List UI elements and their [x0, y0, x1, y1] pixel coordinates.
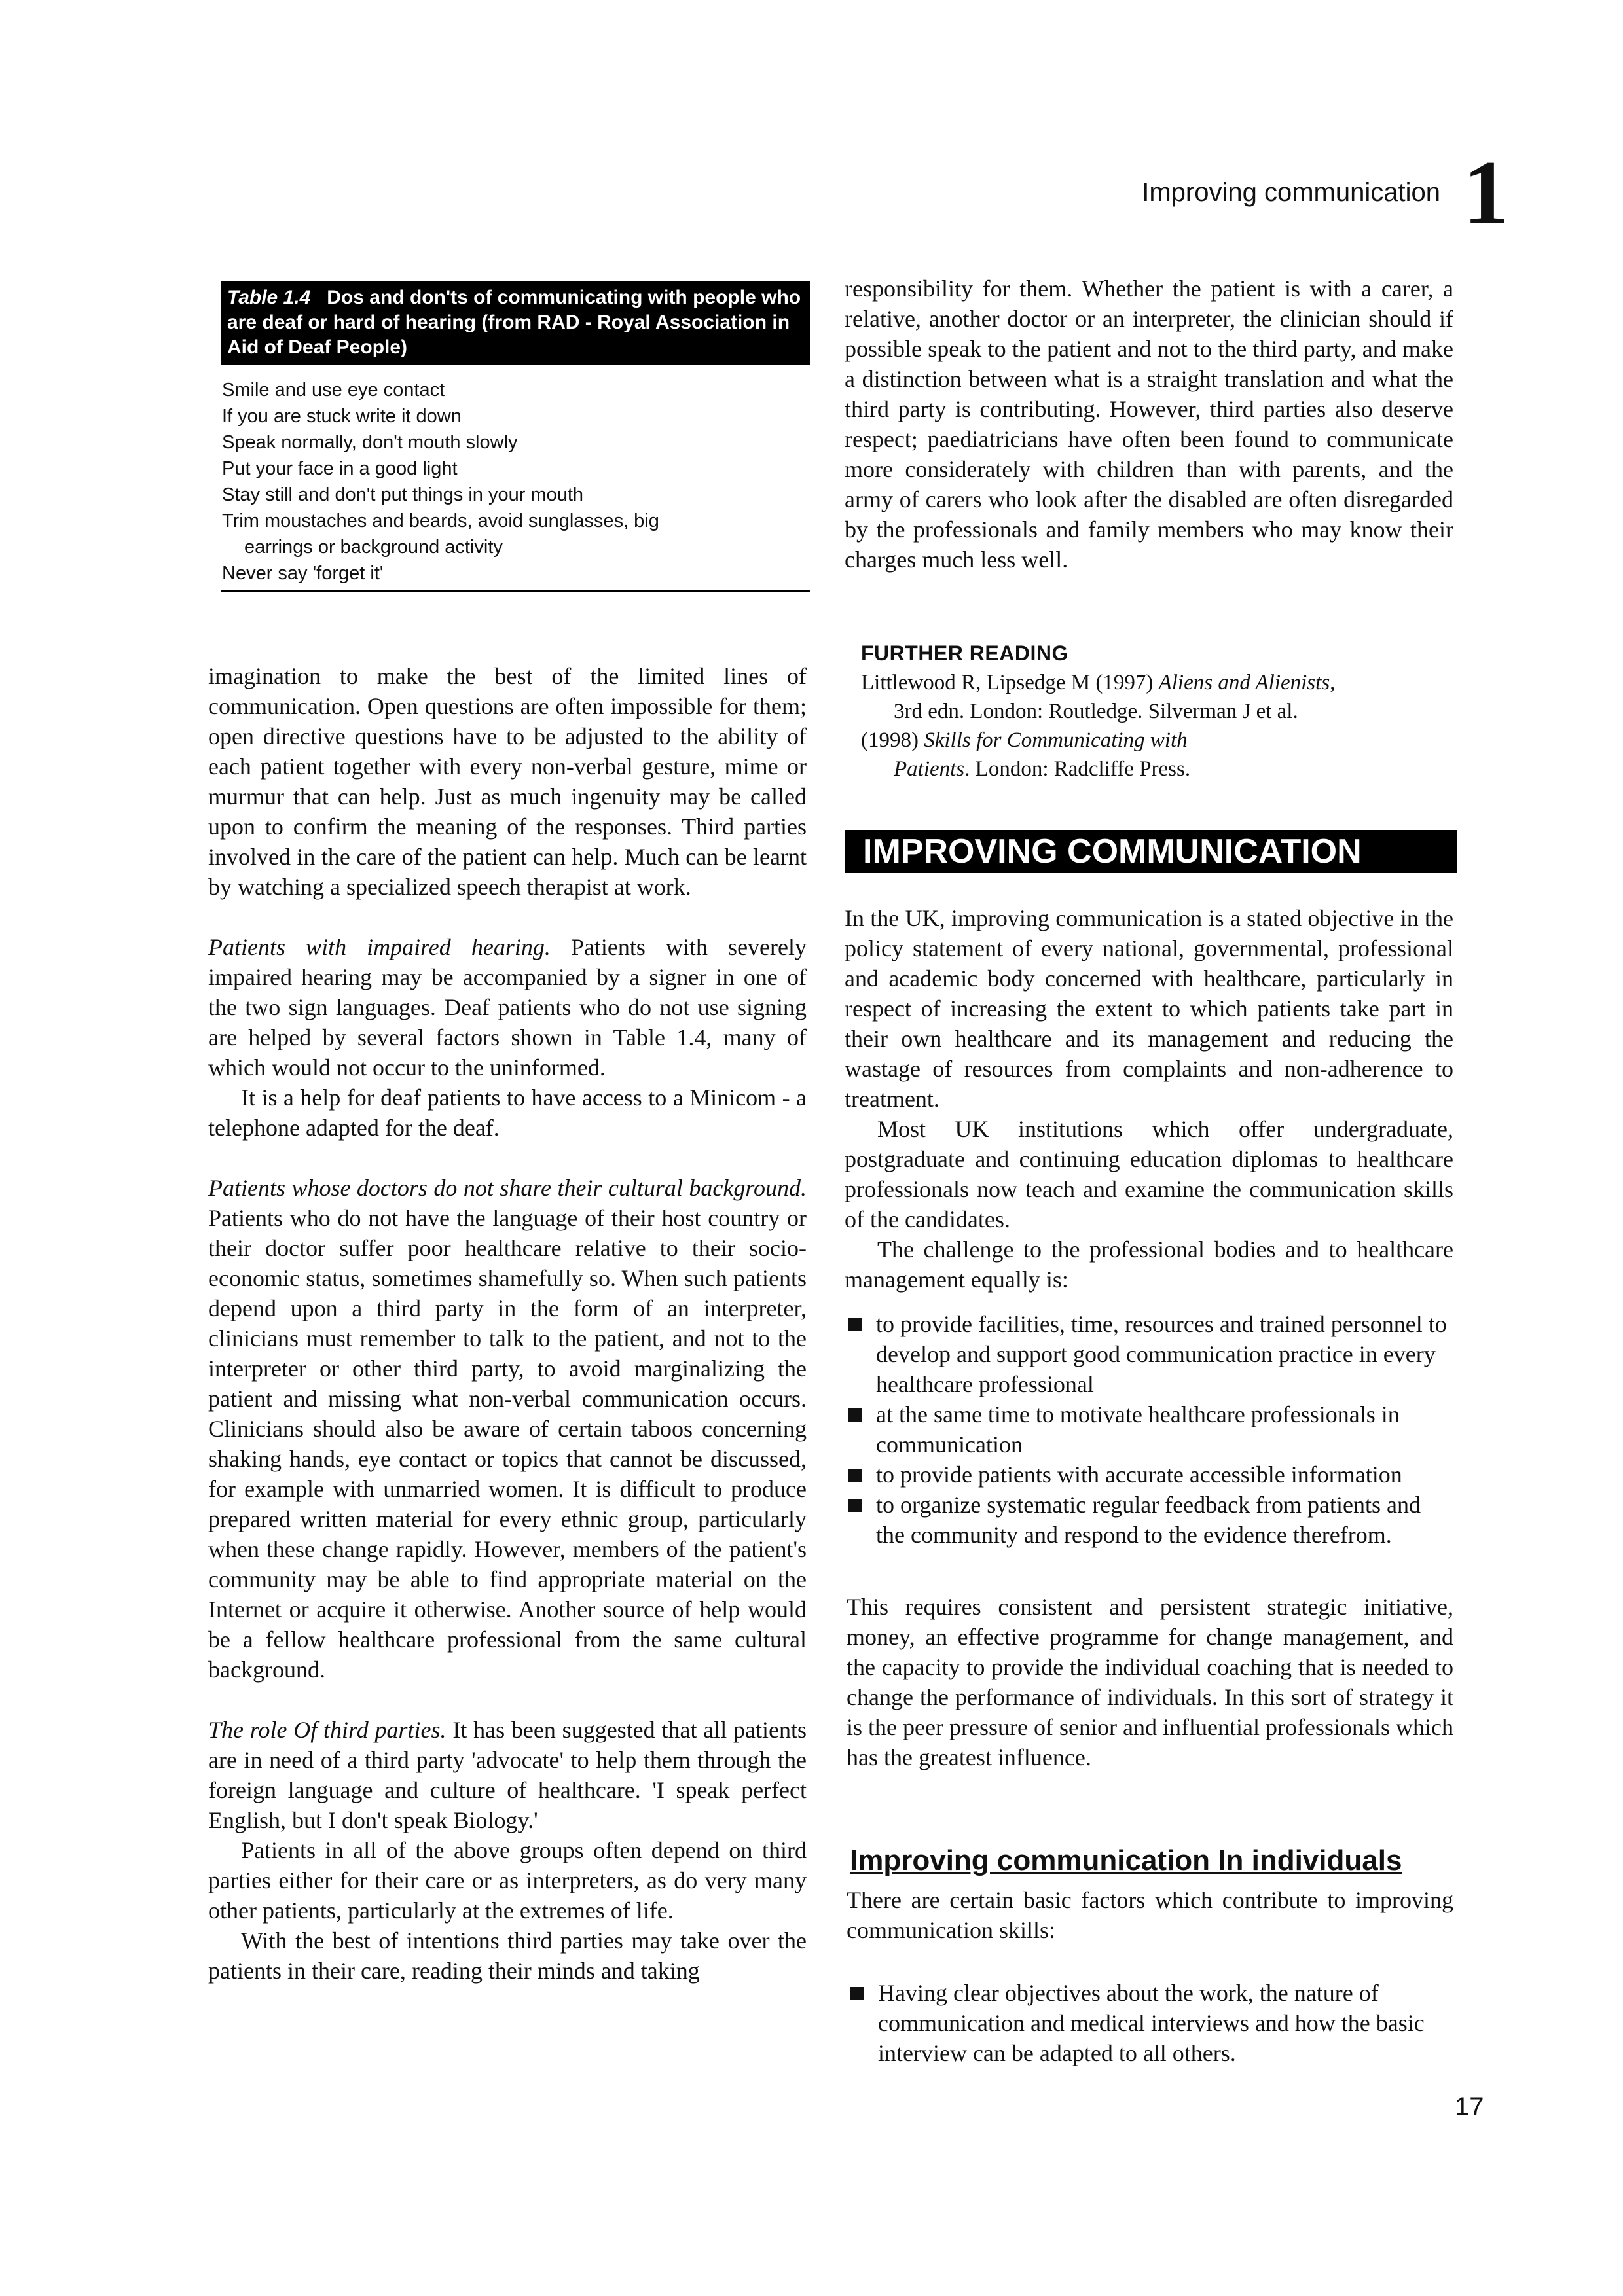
paragraph: With the best of intentions third parties may take over the patients in their care, reading their minds and taking: [208, 1928, 807, 1984]
section-heading-bar: [845, 830, 1457, 873]
table-row: Put your face in a good light: [222, 458, 458, 479]
table-row: Never say 'forget it': [222, 563, 384, 584]
bullet-square-icon: [848, 1408, 862, 1422]
paragraph: imagination to make the best of the limited lines of communication. Open questions are often impossible for them; open directive questions have to be adjusted to the ability of each patient together with every non-verbal gesture, mime or murmur that can help. Just as much ingenuity may be called upon to confirm the meaning of the responses. Third parties involved in the care of the patient can help. Much can be learnt by watching a specialized speech therapist at work.: [208, 663, 807, 900]
right-column-text-top: [845, 274, 1453, 575]
reference-entry: (1998) Skills for Communicating with: [861, 728, 1188, 752]
bullet-square-icon: [848, 1499, 862, 1512]
paragraph: There are certain basic factors which contribute to improving communication skills:: [847, 1887, 1453, 1943]
table-tag: Table 1.4: [227, 287, 311, 308]
paragraph: responsibility for them. Whether the patient is with a carer, a relative, another doctor or an interpreter, the clinician should if possible speak to the patient and not to the third party, and make a distinction between what is a straight translation and what the third party is contributing. However, third parties also deserve respect; paediatricians have often been found to communicate more considerately with children than with parents, and the army of carers who look after the disabled are often disregarded by the professionals and family members who may know their charges much less well.: [845, 276, 1453, 573]
bullet-square-icon: [848, 1469, 862, 1482]
reference-entry: Littlewood R, Lipsedge M (1997) Aliens and Alienists,: [861, 671, 1336, 694]
table-row: Speak normally, don't mouth slowly: [222, 432, 518, 453]
bullet-item: to provide facilities, time, resources and trained personnel to develop and support good communication practice in every healthcare professional: [845, 1309, 1453, 1399]
table-row: Smile and use eye contact: [222, 380, 445, 401]
table-row-continuation: earrings or background activity: [244, 537, 503, 558]
further-reading-heading: FURTHER READING: [861, 641, 1068, 665]
bullet-item: at the same time to motivate healthcare professionals in communication: [845, 1399, 1453, 1460]
chapter-number: 1: [1463, 142, 1509, 243]
final-bullet: [847, 1978, 1453, 2068]
right-column-text-bottom: [847, 1885, 1453, 1945]
table-1-4: [221, 281, 810, 592]
paragraph-impaired-hearing: Patients with impaired hearing. Patients with severely impaired hearing may be accompanied by a signer in one of the two sign languages. Deaf patients who do not use signing are helped by several factors shown in Table 1.4, many of which would not occur to the uninformed.: [208, 934, 807, 1081]
section-title: IMPROVING COMMUNICATION: [863, 833, 1362, 870]
reference-title: Skills for Communicating with: [924, 728, 1188, 752]
paragraph: Most UK institutions which offer undergraduate, postgraduate and continuing education diplomas to healthcare professionals now teach and examine the communication skills of the candidates.: [845, 1116, 1453, 1232]
bullet-item: Having clear objectives about the work, the nature of communication and medical interviews and how the basic interview can be adapted to all others.: [847, 1978, 1453, 2068]
table-row: Trim moustaches and beards, avoid sunglasses, big: [222, 511, 659, 531]
paragraph: Patients in all of the above groups often depend on third parties either for their care or as interpreters, as do very many other patients, particularly at the extremes of life.: [208, 1837, 807, 1924]
paragraph: In the UK, improving communication is a stated objective in the policy statement of every national, governmental, professional and academic body concerned with healthcare, particularly in respect of increasing the extent to which patients take part in their own healthcare and its management and reducing the wastage of resources from complaints and non-adherence to treatment.: [845, 905, 1453, 1112]
left-column-text: [208, 661, 807, 1986]
paragraph: The challenge to the professional bodies and to healthcare management equally is:: [845, 1236, 1453, 1293]
run-in-heading: The role Of third parties.: [208, 1717, 447, 1743]
bullet-item: to organize systematic regular feedback from patients and the community and respond to the evidence therefrom.: [845, 1490, 1453, 1550]
reference-title: Aliens and Alienists,: [1158, 671, 1336, 694]
paragraph: It is a help for deaf patients to have access to a Minicom - a telephone adapted for the deaf.: [208, 1085, 807, 1141]
run-in-heading: Patients whose doctors do not share their cultural background.: [208, 1175, 807, 1201]
run-in-heading: Patients with impaired hearing.: [208, 934, 551, 960]
page-number: 17: [1455, 2092, 1484, 2121]
right-column-text-middle: [845, 903, 1453, 1550]
table-rows: [221, 377, 810, 586]
right-column-text-lower: [847, 1592, 1453, 1772]
bullet-square-icon: [848, 1318, 862, 1331]
table-caption: [221, 281, 810, 365]
subsection-heading: Improving communication In individuals: [850, 1844, 1402, 1876]
table-bottom-rule: [221, 590, 810, 592]
running-head: Improving communication: [1142, 178, 1440, 207]
table-row: Stay still and don't put things in your mouth: [222, 484, 584, 505]
paragraph-cultural-background: Patients whose doctors do not share their cultural background. Patients who do not have the language of their host country or their doctor suffer poor healthcare relative to their socio-economic status, sometimes shamefully so. When such patients depend upon a third party in the form of an interpreter, clinicians must remember to talk to the patient, and not to the interpreter or other third party, to avoid marginalizing the patient and missing what non-verbal communication occurs. Clinicians should also be aware of certain taboos concerning shaking hands, eye contact or topics that cannot be discussed, for example with unmarried women. It is difficult to produce prepared written material for every ethnic group, particularly when these change rapidly. However, members of the patient's community may be able to find appropriate material on the Internet or acquire it otherwise. Another source of help would be a fellow healthcare professional from the same cultural background.: [208, 1175, 807, 1683]
table-caption-text: Dos and don'ts of communicating with people who are deaf or hard of hearing (from RAD - Royal Association in Aid of Deaf People): [227, 287, 801, 358]
paragraph: This requires consistent and persistent strategic initiative, money, an effective programme for change management, and the capacity to provide the individual coaching that is needed to change the performance of individuals. In this sort of strategy it is the peer pressure of senior and influential professionals which has the greatest influence.: [847, 1594, 1453, 1770]
further-reading: FURTHER READING Littlewood R, Lipsedge M (1997) Aliens and Alienists, 3rd edn. London: Routledge. Silverman J et al. (1998) Skills for Communicating with Patients. London: Radcliffe Press.: [861, 641, 1450, 783]
paragraph-third-parties: The role Of third parties. It has been suggested that all patients are in need of a third party 'advocate' to help them through the foreign language and culture of healthcare. 'I speak perfect English, but I don't speak Biology.': [208, 1717, 807, 1833]
bullet-item: to provide patients with accurate accessible information: [845, 1460, 1453, 1490]
bullet-square-icon: [850, 1987, 864, 2000]
table-row: If you are stuck write it down: [222, 406, 462, 427]
